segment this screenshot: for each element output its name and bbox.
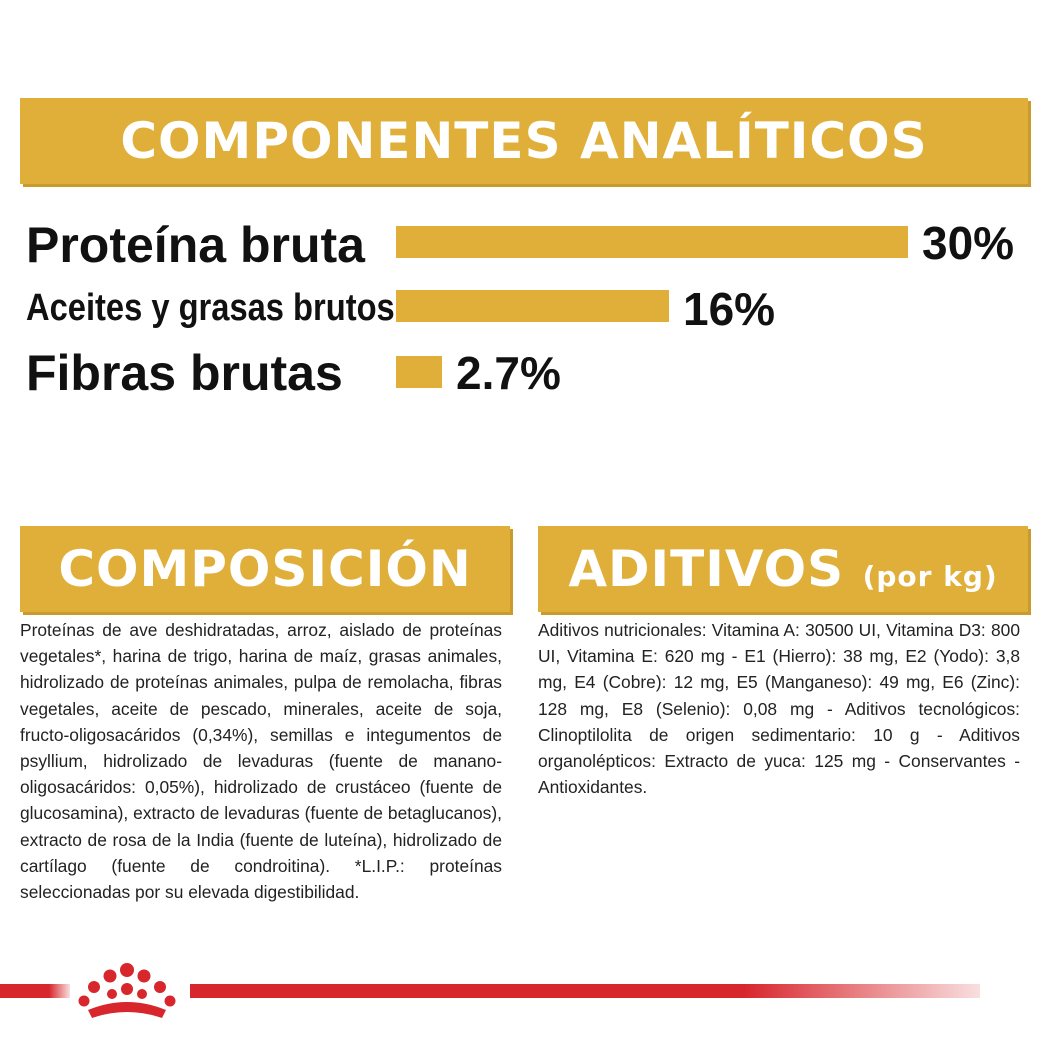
- composition-title: COMPOSICIÓN: [58, 540, 472, 598]
- bar-fibre: [396, 356, 442, 388]
- row-label-fibre: Fibras brutas: [26, 345, 343, 401]
- additives-banner: [538, 526, 1028, 612]
- additives-title-wrap: [538, 540, 1028, 598]
- composition-text: Proteínas de ave deshidratadas, arroz, aislado de proteínas vegetales*, harina de trigo, harina de maíz, grasas animales, hidrolizado de proteínas animales, pulpa de remolacha, fibras vegetales, aceite de pescado, minerales, aceite de soja, fructo-oligosacáridos (0,34%), semillas e integumentos de psyllium, hidrolizado de levaduras (fuente de manano-oligosacáridos: 0,05%), hidrolizado de crustáceo (fuente de glucosamina), extracto de levaduras (fuente de betaglucanos), extracto de rosa de la India (fuente de luteína), hidrolizado de cartílago (fuente de condroitina). *L.I.P.: proteínas seleccionadas por su elevada digestibilidad.: [20, 620, 502, 903]
- row-label-protein: Proteína bruta: [26, 217, 365, 273]
- row-label-fats: Aceites y grasas brutos: [26, 287, 395, 329]
- value-fibre: 2.7%: [456, 347, 561, 399]
- value-protein: 30%: [922, 217, 1015, 269]
- analytic-components-banner: [20, 98, 1028, 184]
- analytic-components-title: COMPONENTES ANALÍTICOS: [120, 112, 928, 170]
- footer-line-left: [0, 984, 70, 998]
- composition-banner: [20, 526, 510, 612]
- additives-text: Aditivos nutricionales: Vitamina A: 30500 UI, Vitamina D3: 800 UI, Vitamina E: 620 mg - E1 (Hierro): 38 mg, E2 (Yodo): 3,8 mg, E4 (Cobre): 12 mg, E5 (Manganeso): 49 mg, E6 (Zinc): 128 mg, E8 (Selenio): 0,08 mg - Aditivos tecnológicos: Clinoptilolita de origen sedimentario: 10 g - Aditivos organolépticos: Extracto de yuca: 125 mg - Conservantes - Antioxidantes.: [538, 620, 1020, 798]
- bar-protein: [396, 226, 908, 258]
- additives-title-suffix: (por kg): [862, 560, 998, 593]
- footer-line-right: [190, 984, 980, 998]
- additives-title: ADITIVOS: [568, 540, 845, 598]
- value-fats: 16%: [683, 283, 776, 335]
- crown-logo-icon: [66, 958, 188, 1026]
- bar-fats: [396, 290, 669, 322]
